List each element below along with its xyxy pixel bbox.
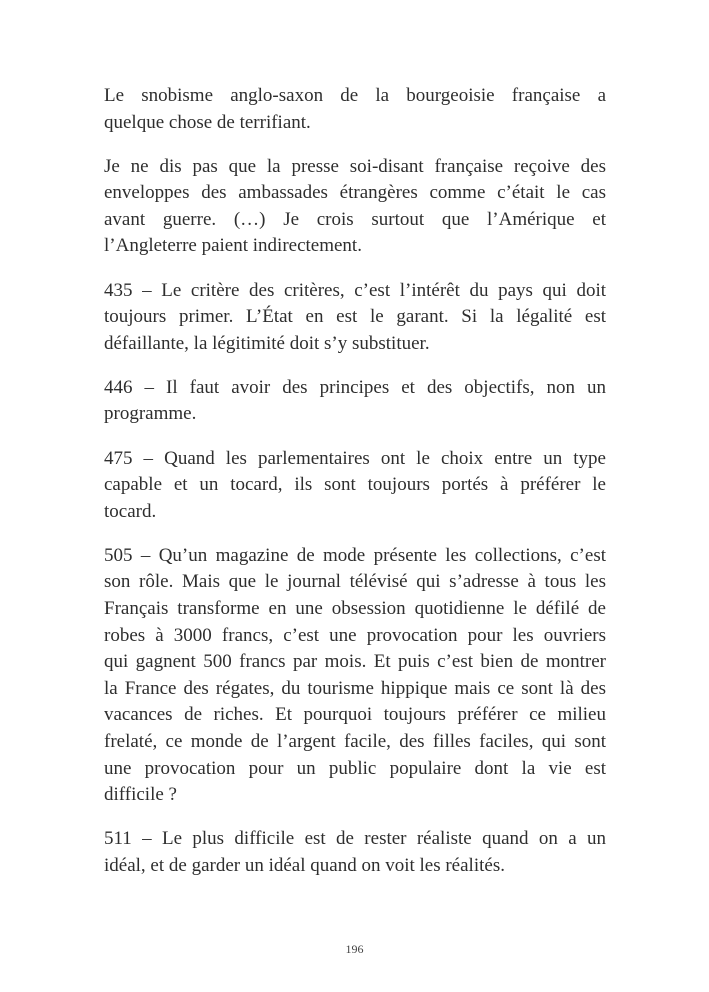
text-line: quelque chose de terrifiant. [104,111,311,133]
paragraph [104,826,606,879]
paragraph [104,154,606,260]
text-line: 475 – Quand les parlementaires ont le choix entre un type [104,447,606,469]
text-line: qui gagnent 500 francs par mois. Et puis c’est bien de montrer [104,651,606,673]
text-line: défaillante, la légitimité doit s’y substituer. [104,332,430,354]
text-line: vacances de riches. Et pourquoi toujours préférer ce milieu [104,704,606,726]
text-line: tocard. [104,500,157,522]
paragraph [104,543,606,809]
text-line: idéal, et de garder un idéal quand on voit les réalités. [104,854,505,876]
text-line: robes à 3000 francs, c’est une provocation pour les ouvriers [104,624,606,646]
text-line: 511 – Le plus difficile est de rester réaliste quand on a un [104,828,606,850]
text-line: programme. [104,403,197,425]
text-line: frelaté, ce monde de l’argent facile, des filles faciles, qui sont [104,730,606,752]
paragraph [104,83,606,136]
text-line: enveloppes des ambassades étrangères comme c’était le cas [104,182,606,204]
text-line: capable et un tocard, ils sont toujours portés à préférer le [104,474,606,496]
text-line: 505 – Qu’un magazine de mode présente les collections, c’est [104,544,606,566]
text-line: toujours primer. L’État en est le garant. Si la légalité est [104,306,606,328]
text-line: Je ne dis pas que la presse soi-disant française reçoive des [104,155,606,177]
text-line: Le snobisme anglo-saxon de la bourgeoisie française a [104,85,606,106]
text-line: avant guerre. (…) Je crois surtout que l’Amérique et [104,208,606,230]
paragraph [104,278,606,358]
text-line: 435 – Le critère des critères, c’est l’intérêt du pays qui doit [104,279,606,301]
paragraph [104,375,606,428]
text-line: son rôle. Mais que le journal télévisé qui s’adresse à tous les [104,571,606,593]
paragraph [104,446,606,526]
page-number: 196 [345,942,364,956]
text-line: la France des régates, du tourisme hippique mais ce sont là des [104,677,606,699]
text-line: l’Angleterre paient indirectement. [104,235,362,257]
text-line: Français transforme en une obsession quotidienne le défilé de [104,598,606,619]
text-line: une provocation pour un public populaire dont la vie est [104,757,606,779]
text-line: difficile ? [104,784,177,806]
text-line: 446 – Il faut avoir des principes et des objectifs, non un [104,376,606,398]
page-body [104,83,606,897]
